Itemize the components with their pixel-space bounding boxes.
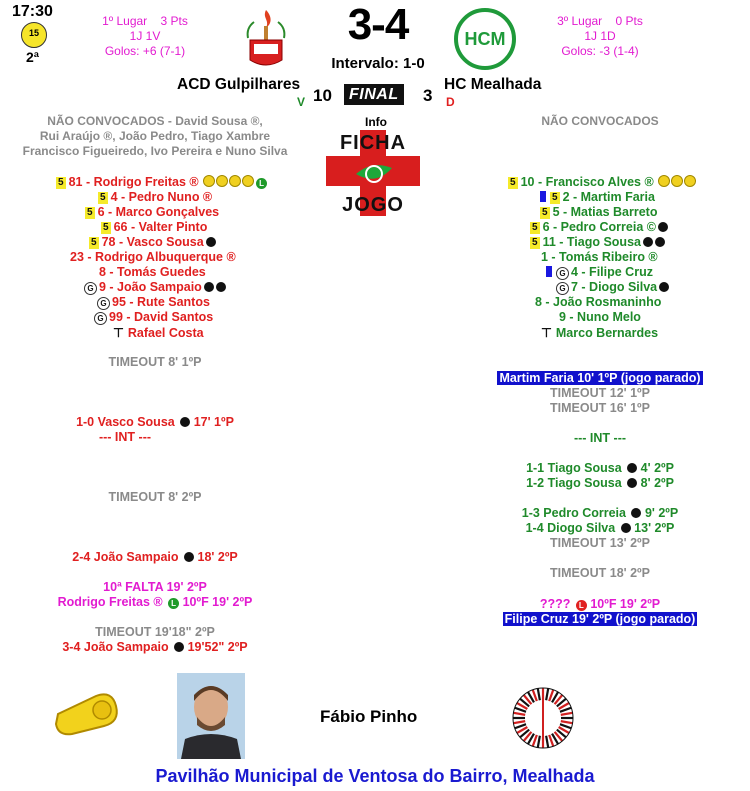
timeline-event: 1-2 Tiago Sousa 8' 2ºP bbox=[526, 476, 674, 490]
timeline-event: TIMEOUT 8' 2ºP bbox=[108, 490, 202, 504]
goal-icon bbox=[216, 282, 226, 292]
list-item[interactable]: 5 11 - Tiago Sousa bbox=[530, 235, 665, 249]
list-item[interactable]: 5 66 - Valter Pinto bbox=[103, 220, 208, 234]
list-item[interactable]: 1 - Tomás Ribeiro ® bbox=[541, 250, 658, 264]
competition-badge-icon bbox=[21, 22, 47, 48]
timeline-event: TIMEOUT 12' 1ºP bbox=[550, 386, 650, 400]
goal-icon bbox=[658, 222, 668, 232]
whistle-icon bbox=[52, 688, 122, 738]
home-result: V bbox=[297, 95, 306, 109]
list-item[interactable]: 5 6 - Pedro Correia © bbox=[530, 220, 668, 234]
list-item[interactable]: 9 - Nuno Melo bbox=[559, 310, 641, 324]
goal-icon bbox=[627, 463, 637, 473]
timeline-event: 1-4 Diogo Silva 13' 2ºP bbox=[525, 521, 675, 535]
goalkeeper-icon: G bbox=[556, 267, 569, 280]
goal-icon bbox=[180, 417, 190, 427]
goal-icon bbox=[643, 237, 653, 247]
halftime-score: Intervalo: 1-0 bbox=[331, 55, 425, 72]
goal-icon bbox=[659, 282, 669, 292]
home-points: 3 Pts bbox=[160, 14, 188, 28]
goalkeeper-icon: G bbox=[556, 282, 569, 295]
goal-icon bbox=[631, 508, 641, 518]
competition-badge-number: 15 bbox=[28, 28, 39, 38]
final-label: FINAL bbox=[344, 84, 404, 105]
away-rank: 3º Lugar bbox=[557, 14, 603, 28]
referee-name: Fábio Pinho bbox=[320, 707, 418, 726]
ficha-jogo-logo[interactable] bbox=[326, 130, 420, 216]
timeline-event: ???? L 10ºF 19' 2ºP bbox=[539, 597, 661, 611]
goal-icon bbox=[621, 523, 631, 533]
timeline-event: 1-1 Tiago Sousa 4' 2ºP bbox=[526, 461, 674, 475]
goal-icon bbox=[658, 175, 670, 187]
timeline-event: 10ª FALTA 19' 2ºP bbox=[103, 580, 207, 594]
away-result: D bbox=[446, 95, 455, 109]
list-item[interactable]: 8 - João Rosmaninho bbox=[535, 295, 662, 309]
list-item[interactable]: ⊤ Rafael Costa bbox=[113, 326, 204, 340]
timeline-event: Filipe Cruz 19' 2ºP (jogo parado) bbox=[504, 612, 696, 626]
list-item[interactable]: G 4 - Filipe Cruz bbox=[546, 265, 653, 280]
referee-association-logo[interactable] bbox=[511, 686, 575, 750]
blue-card-icon bbox=[546, 266, 552, 277]
goal-icon bbox=[203, 175, 215, 187]
goal-icon bbox=[184, 552, 194, 562]
timeline-event: Martim Faria 10' 1ºP (jogo parado) bbox=[499, 371, 701, 385]
away-crest-icon[interactable] bbox=[454, 8, 516, 70]
timeline-event: TIMEOUT 16' 1ºP bbox=[550, 401, 650, 415]
match-status bbox=[344, 86, 404, 104]
list-item[interactable]: 5 4 - Pedro Nuno ® bbox=[100, 190, 213, 204]
info-label[interactable]: Info bbox=[365, 115, 387, 129]
goal-icon bbox=[655, 237, 665, 247]
list-item[interactable]: 5 81 - Rodrigo Freitas ® L bbox=[56, 175, 267, 189]
home-unselected: NÃO CONVOCADOS - David Sousa ®, Rui Araújo ®, João Pedro, Tiago Xambre Francisco Figueiredo, Ivo Pereira e Nuno Silva bbox=[22, 114, 288, 158]
goal-icon bbox=[671, 175, 683, 187]
red-card-icon: L bbox=[576, 600, 587, 611]
goal-icon bbox=[174, 642, 184, 652]
timeline-event: 1-0 Vasco Sousa 17' 1ºP bbox=[76, 415, 234, 429]
away-points: 0 Pts bbox=[615, 14, 643, 28]
timeline-event: TIMEOUT 19'18" 2ºP bbox=[95, 625, 215, 639]
list-item[interactable]: ⊤ Marco Bernardes bbox=[541, 326, 659, 340]
goal-icon bbox=[216, 175, 228, 187]
referee-photo[interactable] bbox=[177, 673, 245, 759]
goal-icon bbox=[627, 478, 637, 488]
home-fouls: 10 bbox=[313, 86, 332, 105]
blue-card-icon bbox=[540, 191, 546, 202]
ficha-text: FICHA bbox=[339, 132, 407, 154]
list-item[interactable]: 5 6 - Marco Gonçalves bbox=[87, 205, 220, 219]
jogo-text: JOGO bbox=[342, 194, 404, 216]
goal-icon bbox=[684, 175, 696, 187]
timeline-event: 3-4 João Sampaio 19'52" 2ºP bbox=[62, 640, 248, 654]
green-card-icon: L bbox=[256, 178, 267, 189]
home-goals: Golos: +6 (7-1) bbox=[104, 44, 186, 58]
home-rank: 1º Lugar bbox=[102, 14, 148, 28]
timeline-event: --- INT --- bbox=[98, 430, 152, 444]
list-item[interactable]: 5 78 - Vasco Sousa bbox=[89, 235, 216, 249]
goal-icon bbox=[206, 237, 216, 247]
timeline-event: TIMEOUT 18' 2ºP bbox=[550, 566, 650, 580]
timeline-event: 1-3 Pedro Correia 9' 2ºP bbox=[521, 506, 679, 520]
timeline-event: TIMEOUT 8' 1ºP bbox=[108, 355, 202, 369]
away-goals: Golos: -3 (1-4) bbox=[561, 44, 639, 58]
list-item[interactable]: G 9 - João Sampaio bbox=[84, 280, 226, 295]
green-card-icon: L bbox=[168, 598, 179, 609]
home-standings bbox=[90, 14, 200, 59]
list-item[interactable]: 5 10 - Francisco Alves ® bbox=[508, 175, 696, 189]
goalkeeper-icon: G bbox=[94, 312, 107, 325]
away-standings bbox=[545, 14, 655, 59]
list-item[interactable]: G 95 - Rute Santos bbox=[97, 295, 210, 310]
match-time: 17:30 bbox=[12, 3, 53, 20]
goal-icon bbox=[229, 175, 241, 187]
home-team-name[interactable]: ACD Gulpilhares bbox=[177, 76, 301, 93]
goal-icon bbox=[242, 175, 254, 187]
list-item[interactable]: G 7 - Diogo Silva bbox=[556, 280, 669, 295]
coach-icon: ⊤ bbox=[541, 326, 552, 340]
coach-icon: ⊤ bbox=[113, 326, 124, 340]
away-crest-text: HCM bbox=[464, 29, 506, 49]
list-item[interactable]: 5 5 - Matias Barreto bbox=[542, 205, 658, 219]
timeline-event: Rodrigo Freitas ® L 10ºF 19' 2ºP bbox=[57, 595, 253, 609]
venue: Pavilhão Municipal de Ventosa do Bairro, Mealhada bbox=[155, 766, 595, 786]
home-crest-icon[interactable] bbox=[244, 8, 288, 70]
list-item[interactable]: 5 2 - Martim Faria bbox=[540, 190, 655, 204]
list-item[interactable]: 23 - Rodrigo Albuquerque ® bbox=[70, 250, 236, 264]
away-fouls: 3 bbox=[423, 86, 433, 105]
away-team-name[interactable]: HC Mealhada bbox=[444, 76, 542, 93]
away-unselected: NÃO CONVOCADOS bbox=[541, 114, 659, 128]
away-record: 1J 1D bbox=[584, 29, 616, 43]
list-item[interactable]: G 99 - David Santos bbox=[94, 310, 213, 325]
home-record: 1J 1V bbox=[129, 29, 161, 43]
list-item[interactable]: 8 - Tomás Guedes bbox=[99, 265, 206, 279]
goalkeeper-icon: G bbox=[84, 282, 97, 295]
goalkeeper-icon: G bbox=[97, 297, 110, 310]
goal-icon bbox=[204, 282, 214, 292]
final-score: 3-4 bbox=[347, 0, 409, 49]
timeline-event: --- INT --- bbox=[573, 431, 627, 445]
timeline-event: 2-4 João Sampaio 18' 2ºP bbox=[72, 550, 238, 564]
timeline-event: TIMEOUT 13' 2ºP bbox=[550, 536, 650, 550]
round-label: 2ª bbox=[26, 49, 39, 65]
